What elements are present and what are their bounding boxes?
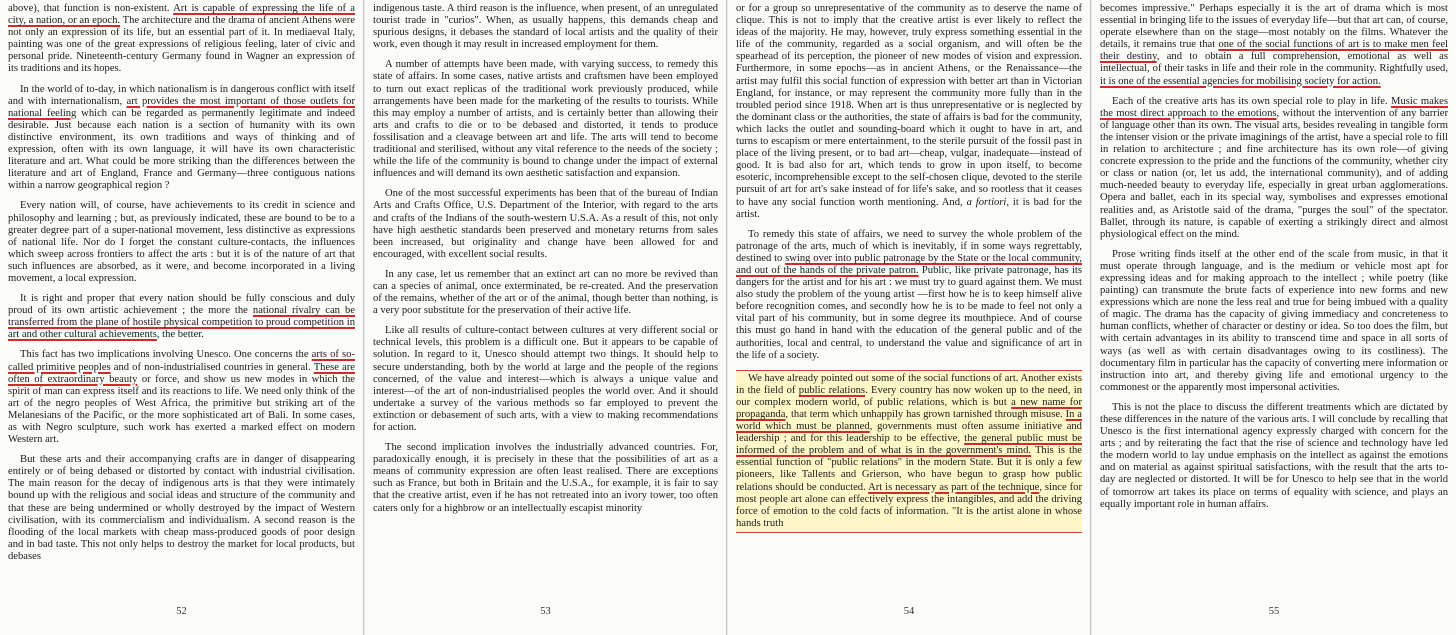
text-run: This is the essential function of "public relations" in the modern State. But it is only a few pioneers, like Tallents and Grierson, who have begun to grasp how public relations should be conducted.	[736, 445, 1082, 493]
page-body	[373, 3, 718, 595]
paragraph	[8, 293, 355, 341]
text-run: A number of attempts have been made, with varying success, to remedy this state of affairs. In some cases, native artists and craftsmen have been employed to turn out exact replicas of the traditional work previously produced, while arrangements have been made for the marketing of the results to tourists. While this may employ a number of artists, and is certainly better than allowing their arts and crafts to die or to be debased and distorted, it tends to produce fossilisation and a cleavage between art and life. The arts will tend to become traditional and sterilised, without any vital reference to the needs of the society ; while the life of the community is bound to change under the impact of external influences and will demand its own aesthetic satisfaction and expansion.	[373, 59, 718, 180]
text-run: One of the most successful experiments has been that of the bureau of Indian Arts and Crafts Office, U.S. Department of the Interior, with regard to the arts and crafts of the Indians of the south-western U.S.A. As a result of this, not only have high aesthetic standards been preserved and monetary returns from sales been increased, but originality and change have been allowed for and encouraged, with excellent social results.	[373, 188, 718, 260]
paragraph	[8, 84, 355, 193]
text-run: . Every country has now woken up to the need, in our complex modern world, of public relations, which is but	[736, 384, 1082, 408]
text-run: It is right and proper that every nation should be fully conscious and duly proud of its own artistic achievement ; the more the	[8, 293, 355, 317]
underlined-phrase: arts of so-called primitive peoples	[8, 349, 355, 373]
text-run: , governments must often assume initiative and leadership ; and for this leadership to be effective,	[736, 421, 1082, 445]
text-run: or force, and show us new modes in which the spirit of man can express itself and its reactions to life. We need only think of the art of the negro peoples of West Africa, the primitive but striking art of the Melanesians of the Pacific, or the more sophisticated art of Bali. In some cases, as with Negro sculpture, such work has exerted a marked effect on modern Western art.	[8, 373, 355, 446]
paragraph	[1100, 402, 1448, 511]
text-run: , without the intervention of any barrier of language other than its own. The visual arts, besides revealing in tangible form the intenser vision or the private imaginings of the artist, have a special role to fill in relation to architecture ; and fine architecture has its own role—of giving concrete expression to the pride and the functions of the community, whether city or class or nation (or, let us add, the international community), and of adding much-needed beauty to everyday life, especially in great urban agglomerations. Opera and ballet, each in its special way, symbolises and expresses emotional realities and, as Aristotle said of the drama, "purges the soul" of the spectator. Ballet, through its nature, is capable of exerting a strikingly direct and almost physiological effect on the mind.	[1100, 107, 1448, 240]
text-run: , that term which unhappily has grown tarnished through misuse.	[785, 409, 1066, 420]
page-number: 52	[176, 606, 187, 617]
text-run: above), that function is non-existent.	[8, 3, 174, 14]
text-run: This fact has two implications involving Unesco. One concerns the	[20, 349, 312, 361]
page-53	[365, 0, 727, 635]
text-run: , and to obtain a full comprehension, emotional as well as intellectual, of their tasks in life and their role in the community. Rightfully used,	[1100, 51, 1448, 75]
text-run: The second implication involves the industrially advanced countries. For, paradoxically enough, it is precisely in these that the possibilities of art as a means of community expression are often least realised. There are exceptions such as France, but both in Britain and the U.S.A., for example, it is fair to say that the creative artist, even if he has not retreated into an ivory tower, too often caters only for a highbrow or an intellectually escapist minority	[373, 442, 718, 514]
page-number: 55	[1268, 606, 1280, 617]
paragraph	[1100, 249, 1448, 394]
text-run: , since for most people art alone can effectively express the intangibles, and add the driving force of emotion to the cold facts of information. "It is the artist alone in whose hands truth	[736, 481, 1082, 529]
page-body	[1100, 3, 1448, 595]
underlined-phrase: one of the social functions of art is to make men feel their destiny	[1100, 39, 1448, 63]
underlined-phrase: Music makes the most direct approach to the emotions	[1100, 95, 1448, 119]
page-body	[736, 3, 1082, 595]
text-run: or for a group so unrepresentative of the community as to deserve the name of clique. This is not to imply that the creative artist is ever likely to reflect the ideas of the majority. He may, however, truly express something essential in the life of the community, regarded as a social organism, and will often be the spearhead of its perception, the pioneer of new modes of vision and expression. Furthermore, in some epochs—as in ancient Athens, or the Renaissance—the artist may fulfil this social function of expression with better art than in Victorian England, for instance, or may represent the community more fully than in the troubled period since 1918. When art is thus unrepresentative or is neglected by the dominant class or the authorities, the state of affairs is bad for the community, which lacks the outlet and sounding-board which it ought to have in art, and turns to escapism or mere entertainment, to the sterile pursuit of the fossil past in place of the living present, or to bad art—cheap, vulgar, inadequate—instead of good. It is bad also for art, which tends to grow in upon itself, to become esoteric, incomprehensible except to the self-chosen clique, devoted to the sterile pursuit of art for art's sake instead of for life's sake, and so rootless that it ceases to have any social function worth mentioning. And,	[736, 3, 1082, 208]
paragraph	[373, 3, 718, 51]
paragraph	[736, 373, 1082, 530]
underlined-phrase: national rivalry can be transferred from the plane of hostile physical competition to proud competition in art and other cultural achievements	[8, 305, 355, 341]
highlighted-passage	[736, 370, 1082, 533]
paragraph	[373, 442, 718, 515]
text-run: This is not the place to discuss the different treatments which are dictated by these differences in the nature of the various arts. I will conclude by recalling that Unesco is the first international agency expressly charged with concern for the arts ; and by reiterating the fact that the rise of science and technology have led the modern world to lay undue emphasis on the intellect as against the emotions and on material as against spiritual satisfactions, with the result that the arts to-day are neglected or distorted. It will be for Unesco to help see that in the world of tomorrow art takes its place on terms of equality with science, and plays an equally important role in human affairs.	[1100, 401, 1448, 510]
text-run: In the world of to-day, in which nationalism is in dangerous conflict with itself and with internationalism,	[8, 83, 355, 107]
underlined-phrase: art provides the most important of those outlets for national feeling	[8, 95, 355, 119]
text-run: The architecture and the drama of ancient Athens were not only an expression of its life, but an essential part of it. In mediaeval Italy, painting was one of the great expressions of religious feeling, later of civic and personal pride. Nineteenth-century Germany found in Wagner an expression of its traditions and its hopes.	[8, 15, 355, 75]
text-run: Public, like private patronage, has its dangers for the artist and for his art : we must try to guard against them. We must also study the problem of the young artist —first how he is to keep himself alive before recognition comes, and secondly how he is to be made to feel not only a vital part of his community, but in some degree its mouthpiece. And of course this must go hand in hand with the education of the general public and of the authorities, local and central, to understand the value and significance of art in the life of a society.	[736, 264, 1082, 361]
page-body	[8, 3, 355, 595]
underlined-phrase: it is one of the essential agencies for mobilising society for action.	[1100, 75, 1381, 87]
text-run: Each of the creative arts has its own special role to play in life.	[1112, 95, 1392, 107]
paragraph	[373, 188, 718, 261]
paragraph	[736, 3, 1082, 221]
page-number: 53	[540, 606, 551, 617]
paragraph	[373, 325, 718, 434]
paragraph	[373, 269, 718, 317]
paragraph	[1100, 96, 1448, 241]
text-run: indigenous taste. A third reason is the influence, when present, of an unregulated tourist trade in "curios". When, as usually happens, this demands cheap and spurious designs, it debases the standard of local artists and the quality of their work, even though it may result in increased employment for them.	[373, 3, 718, 51]
text-run: a fortiori	[966, 196, 1007, 208]
paragraph	[373, 59, 718, 180]
paragraph	[8, 454, 355, 563]
text-run: , the better.	[156, 329, 204, 341]
text-run: But these arts and their accompanying crafts are in danger of disappearing entirely or of being debased or distorted by contact with industrial civilisation. The main reason for the decay of indigenous arts is that they were intimately bound up with the religious and social ideas and structure of the community and that these are being undermined or wholly destroyed by the impact of Western civilisation, with its commercialism and individualism. A second reason is the flooding of the local markets with cheap mass-produced goods of poor design and in bad taste. This not only helps to destroy the market for local products, but debases	[8, 454, 355, 562]
underlined-phrase: Art is necessary as part of the technique	[868, 481, 1040, 493]
text-run: which can be regarded as permanently legitimate and indeed desirable. Just because each nation is a section of humanity with its own distinctive environment, its own traditions and ways of thinking and of expression, often with its own language, it will have its own characteristic literature and art. What could be more striking than the differences between the literature and art of England, France and Germany—three contiguous nations within a narrow geographical region ?	[8, 107, 355, 192]
underlined-phrase: Art is capable of expressing the life of a city, a nation, or an epoch.	[8, 3, 355, 27]
text-run: Prose writing finds itself at the other end of the scale from music, in that it must operate through language, and is the medium or vehicle most apt for expressing ideas and for making approach to the intellect ; while poetry (like painting) can transmute the brute facts of experience into new forms and new expressions which are none the less real and true for being imbued with a quality of magic. The drama has the capacity of giving immediacy and concreteness to human conflicts, whether of character or destiny or idea. So too does the film, but with certain advantages in its ability to transcend time and space in all sorts of ways (as well as with certain disadvantages owing to its costliness). The documentary film in particular has the capacity of converting mere information or instruction into art, and thereby giving life and emotional urgency to the commonest or the apparently most impersonal activities.	[1100, 248, 1448, 393]
text-run: becomes impressive." Perhaps especially it is the art of drama which is most essential in bringing life to the issues of everyday life—but that art can, of course, operate elsewhere than on the stage—most notably on the films. Whatever the details, it remains true that	[1100, 3, 1448, 51]
underlined-phrase: In a world which must be planned	[736, 409, 1082, 433]
underlined-phrase: public relations	[798, 384, 866, 396]
page-number: 54	[903, 606, 915, 617]
text-run: Every nation will, of course, have achievements to its credit in science and philosophy and learning ; but, as previously indicated, these are bound to be to a greater degree part of a super-national movement, less distinctive as expressions of national life. Nor do I forget the constant culture-contacts, the influences which sweep across frontiers to affect the arts : but it is of the nature of art that such influences are absorbed, as it were, and become incorporated in a living movement, a local expression.	[8, 200, 355, 284]
text-run: and of non-industrialised countries in general.	[110, 361, 314, 373]
page-55	[1092, 0, 1456, 635]
underlined-phrase: swing over into public patronage by the State or the local community, and out of the hands of the private patron.	[736, 252, 1082, 276]
underlined-phrase: a new name for propaganda	[736, 396, 1082, 420]
paragraph	[8, 349, 355, 446]
paragraph	[8, 3, 355, 76]
text-run: Like all results of culture-contact between cultures at very different social or technical levels, this problem is a difficult one. But it appears to be capable of solution. In regard to it, Unesco should attempt two things. It should help to secure understanding, both by the world at large and the people of the regions concerned, of the value and interest—which is always a unique value and interest—of the art of non-industrialised peoples the world over. And it should undertake a survey of the various methods so far employed to prevent the extinction or debasement of such arts, with a view to making recommendations for action.	[373, 325, 718, 433]
underlined-phrase: These are often of extraordinary beauty	[8, 361, 355, 385]
text-run: , it is bad for the artist.	[736, 196, 1082, 220]
paragraph	[736, 229, 1082, 362]
text-run: To remedy this state of affairs, we need to survey the whole problem of the patronage of the arts, much of which is inevitably, if in some ways regrettably, destined to	[736, 228, 1082, 264]
paragraph	[8, 200, 355, 285]
underlined-phrase: the general public must be informed of the problem and of what is in the government's mind.	[736, 433, 1082, 457]
text-run: We have already pointed out some of the social functions of art. Another exists in the field of	[736, 372, 1082, 396]
page-52	[0, 0, 364, 635]
page-54	[728, 0, 1091, 635]
text-run: In any case, let us remember that an extinct art can no more be revived than can a species of animal, once exterminated, be re-created. And the preservation of the remains, whether of the art or of the animal, though better than nothing, is a very poor substitute for the preservation of their active life.	[373, 268, 718, 317]
paragraph	[1100, 3, 1448, 88]
